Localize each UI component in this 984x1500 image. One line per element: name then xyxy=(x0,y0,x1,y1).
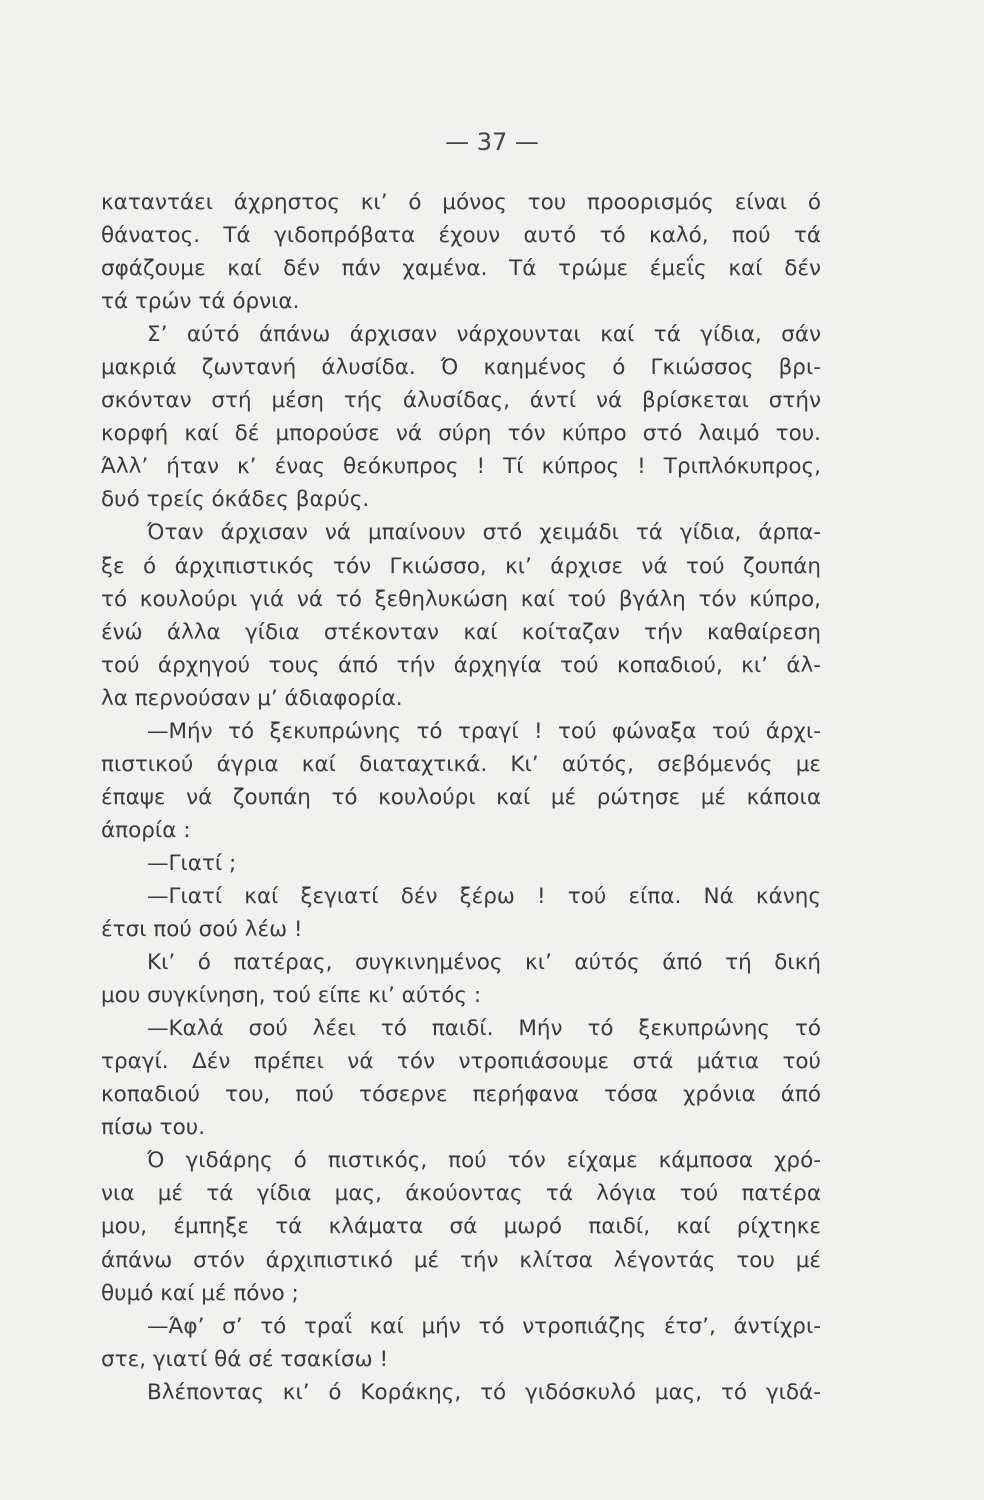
text-line: —Μήν τό ξεκυπρώνης τό τραγί ! τού φώναξα τού άρχι- xyxy=(147,718,821,744)
text-line: λα περνούσαν μ’ άδιαφορία. xyxy=(101,685,403,711)
text-line: δυό τρείς όκάδες βαρύς. xyxy=(101,487,370,513)
text-line: ξε ό άρχιπιστικός τόν Γκιώσσο, κι’ άρχισε νά τού ζουπάη xyxy=(101,553,821,579)
body-text xyxy=(101,186,821,1409)
text-line: Κι’ ό πατέρας, συγκινημένος κι’ αύτός άπό τή δική xyxy=(147,950,821,976)
text-line: ένώ άλλα γίδια στέκονταν καί κοίταζαν τήν καθαίρεση xyxy=(101,619,821,645)
text-line: τραγί. Δέν πρέπει νά τόν ντροπιάσουμε στά μάτια τού xyxy=(101,1049,821,1075)
text-line: σφάζουμε καί δέν πάν χαμένα. Τά τρώμε έμεΐς καί δέν xyxy=(101,256,821,282)
text-line: —Άφ’ σ’ τό τραΐ καί μήν τό ντροπιάζης έτσ’, άντίχρι- xyxy=(147,1313,821,1339)
text-line: μου, έμπηξε τά κλάματα σά μωρό παιδί, καί ρίχτηκε xyxy=(101,1214,821,1240)
text-line: καταντάει άχρηστος κι’ ό μόνος του προορισμός είναι ό xyxy=(101,190,821,215)
text-line: Όταν άρχισαν νά μπαίνουν στό χειμάδι τά γίδια, άρπα- xyxy=(147,520,821,546)
text-line: νια μέ τά γίδια μας, άκούοντας τά λόγια τού πατέρα xyxy=(101,1181,821,1207)
text-line: πιστικού άγρια καί διαταχτικά. Κι’ αύτός, σεβόμενός με xyxy=(101,751,821,777)
text-line: κοπαδιού του, πού τόσερνε περήφανα τόσα χρόνια άπό xyxy=(101,1082,821,1108)
text-line: τό κουλούρι γιά νά τό ξεθηλυκώση καί τού βγάλη τόν κύπρο, xyxy=(101,586,821,612)
page-number: — 37 — xyxy=(445,128,539,156)
text-line: Βλέποντας κι’ ό Κοράκης, τό γιδόσκυλό μας, τό γιδά- xyxy=(147,1379,821,1405)
text-line: κορφή καί δέ μπορούσε νά σύρη τόν κύπρο στό λαιμό του. xyxy=(101,421,821,447)
text-line: άπορία : xyxy=(101,817,191,843)
text-line: —Καλά σού λέει τό παιδί. Μήν τό ξεκυπρώνης τό xyxy=(147,1016,821,1042)
text-line: πίσω του. xyxy=(101,1115,206,1141)
text-line: Άλλ’ ήταν κ’ ένας θεόκυπρος ! Τί κύπρος ! Τριπλόκυπρος, xyxy=(101,454,821,480)
text-line: Ό γιδάρης ό πιστικός, πού τόν είχαμε κάμποσα χρό- xyxy=(147,1148,821,1174)
text-line: στε, γιατί θά σέ τσακίσω ! xyxy=(101,1346,389,1372)
text-line: σκόνταν στή μέση τής άλυσίδας, άντί νά βρίσκεται στήν xyxy=(101,388,821,414)
text-line: θυμό καί μέ πόνο ; xyxy=(101,1280,299,1306)
text-line: τού άρχηγού τους άπό τήν άρχηγία τού κοπαδιού, κι’ άλ- xyxy=(101,652,821,678)
text-line: έπαψε νά ζουπάη τό κουλούρι καί μέ ρώτησε μέ κάποια xyxy=(101,784,821,810)
text-line: θάνατος. Τά γιδοπρόβατα έχουν αυτό τό καλό, πού τά xyxy=(101,223,821,249)
text-line: τά τρών τά όρνια. xyxy=(101,289,300,315)
text-line: —Γιατί ; xyxy=(147,850,237,876)
text-line: έτσι πού σού λέω ! xyxy=(101,917,303,943)
text-line: —Γιατί καί ξεγιατί δέν ξέρω ! τού είπα. Νά κάνης xyxy=(147,883,821,909)
text-line: Σ’ αύτό άπάνω άρχισαν νάρχουνται καί τά γίδια, σάν xyxy=(147,322,821,348)
text-line: μακριά ζωντανή άλυσίδα. Ό καημένος ό Γκιώσσος βρι- xyxy=(101,355,821,381)
text-line: άπάνω στόν άρχιπιστικό μέ τήν κλίτσα λέγοντάς του μέ xyxy=(101,1247,821,1273)
text-line: μου συγκίνηση, τού είπε κι’ αύτός : xyxy=(101,983,482,1009)
